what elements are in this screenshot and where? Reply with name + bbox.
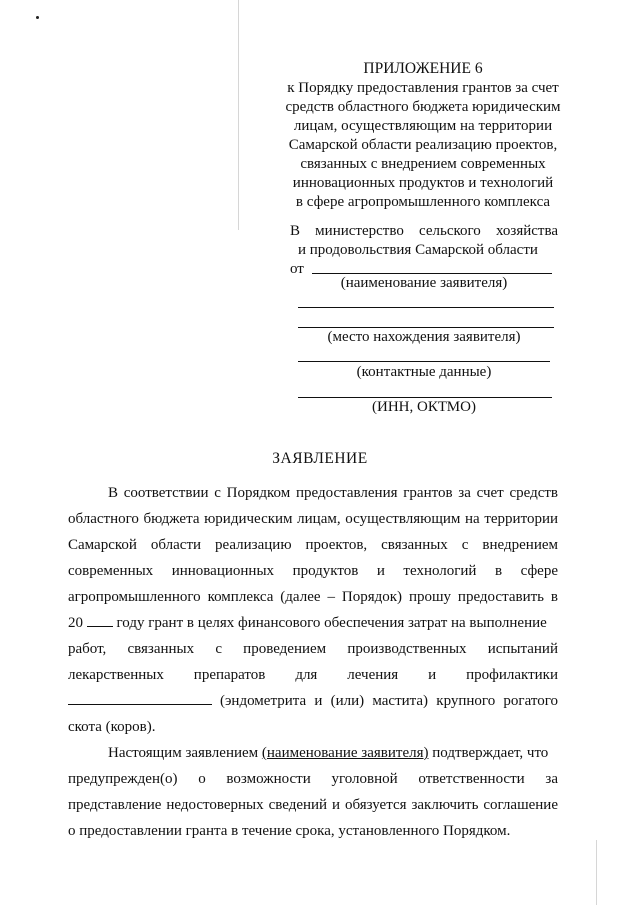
scan-margin-line (596, 840, 597, 905)
paragraph-text: Настоящим заявлением (108, 745, 259, 761)
appendix-title: ПРИЛОЖЕНИЕ 6 (363, 60, 483, 77)
applicant-name-caption: (наименование заявителя) (340, 275, 508, 291)
paragraph-line: агропромышленного комплекса (далее – Порядок) прошу предоставить в (68, 589, 558, 605)
paragraph-line: Самарской области реализацию проектов, связанных с внедрением (68, 537, 558, 553)
paragraph-text: подтверждает, что (432, 745, 549, 761)
addressee-block (290, 222, 558, 279)
location-caption: (место нахождения заявителя) (327, 329, 521, 345)
applicant-name-field-2[interactable] (298, 307, 554, 308)
year-field[interactable] (87, 614, 113, 627)
year-prefix: 20 (68, 615, 83, 631)
paragraph-line: современных инновационных продуктов и технологий в сфере (68, 563, 558, 579)
inn-field[interactable] (298, 397, 552, 398)
contacts-caption: (контактные данные) (356, 364, 492, 380)
paragraph-line: о предоставлении гранта в течение срока, установленного Порядком. (68, 823, 511, 839)
appendix-line: средств областного бюджета юридическим (285, 99, 561, 115)
addressee-line-1: В министерство сельского хозяйства (290, 223, 558, 239)
scan-speck (36, 16, 39, 19)
appendix-line: лицам, осуществляющим на территории (293, 118, 553, 134)
paragraph-text: (эндометрита и (или) мастита) крупного рогатого (220, 693, 558, 709)
appendix-line: Самарской области реализацию проектов, (288, 137, 558, 153)
paragraph-line (68, 690, 558, 712)
paragraph-line: скота (коров). (68, 719, 156, 735)
paragraph-line (68, 612, 558, 634)
appendix-line: в сфере агропромышленного комплекса (295, 194, 551, 210)
paragraph-text: году грант в целях финансового обеспечения затрат на выполнение (116, 615, 547, 631)
paragraph-line: работ, связанных с проведением производственных испытаний (68, 641, 558, 657)
from-label: от (290, 261, 304, 277)
paragraph-line: В соответствии с Порядком предоставления грантов за счет средств (108, 485, 558, 501)
addressee-line-2: и продовольствия Самарской области (298, 242, 538, 258)
paragraph-line: предупрежден(о) о возможности уголовной ответственности за (68, 771, 558, 787)
location-field[interactable] (298, 327, 554, 328)
statement-heading: ЗАЯВЛЕНИЕ (272, 450, 368, 467)
appendix-line: связанных с внедрением современных (300, 156, 546, 172)
contacts-field[interactable] (298, 361, 550, 362)
applicant-name-field[interactable] (312, 273, 552, 274)
paragraph-line: лекарственных препаратов для лечения и профилактики (68, 667, 558, 683)
drug-name-field[interactable] (68, 692, 212, 705)
scan-margin-line (238, 0, 239, 230)
paragraph-line: областного бюджета юридическим лицам, осуществляющим на территории (68, 511, 558, 527)
inn-caption: (ИНН, ОКТМО) (372, 399, 476, 415)
appendix-line: инновационных продуктов и технологий (292, 175, 554, 191)
paragraph-line (108, 742, 558, 764)
applicant-name-placeholder: (наименование заявителя) (261, 745, 429, 761)
paragraph-line: представление недостоверных сведений и обязуется заключить соглашение (68, 797, 558, 813)
appendix-header (278, 59, 568, 212)
appendix-line: к Порядку предоставления грантов за счет (287, 80, 559, 96)
